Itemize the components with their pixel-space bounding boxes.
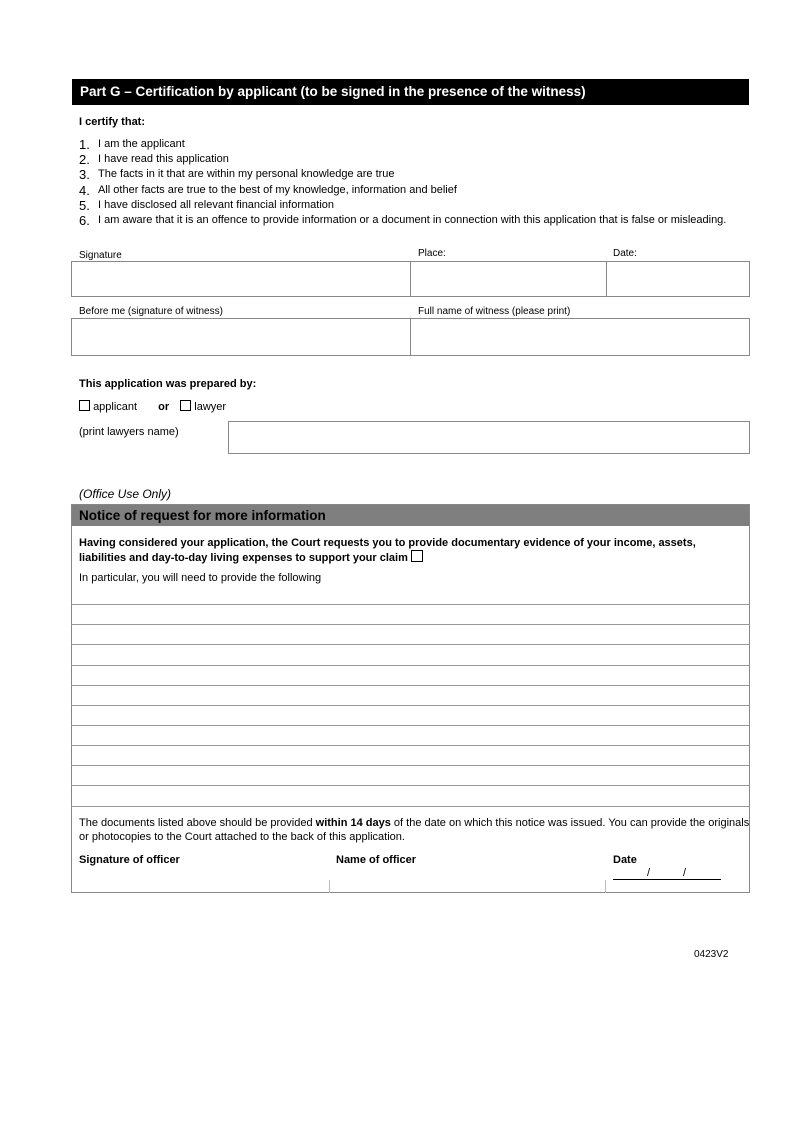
applicant-option-label: applicant <box>93 401 138 413</box>
item-number: 5. <box>79 197 90 213</box>
notice-title: Notice of request for more information <box>72 505 749 526</box>
witness-signature-label: Before me (signature of witness) <box>79 306 223 317</box>
info-line <box>71 785 750 786</box>
item-number: 4. <box>79 182 90 198</box>
info-line <box>71 644 750 645</box>
item-number: 6. <box>79 213 90 229</box>
date-separator: / <box>647 867 651 879</box>
officer-date-label: Date <box>613 854 637 866</box>
info-line <box>71 765 750 766</box>
item-number: 1. <box>79 137 90 152</box>
notice-intro <box>79 536 739 565</box>
date-label: Date: <box>613 248 637 259</box>
applicant-checkbox[interactable] <box>79 400 90 411</box>
certification-item <box>79 213 749 228</box>
officer-name-label: Name of officer <box>336 854 417 866</box>
notice-intro-text: Having considered your application, the Court requests you to provide documentary evidence of your income, assets, liabilities and day-to-day living expenses to support your claim <box>79 537 696 564</box>
item-text: I have disclosed all relevant financial information <box>98 198 335 211</box>
lawyer-checkbox[interactable] <box>180 400 191 411</box>
place-field[interactable] <box>410 261 607 297</box>
lawyer-name-field[interactable] <box>228 421 750 454</box>
witness-name-field[interactable] <box>410 318 750 356</box>
info-line <box>71 604 750 605</box>
prepared-by-label: This application was prepared by: <box>79 378 257 390</box>
info-line <box>71 725 750 726</box>
signature-label: Signature <box>79 250 122 261</box>
footer-text-end: of the date on which this notice was issued. You can provide the originals or photocopies to the Court attached to the back of this application. <box>79 817 750 843</box>
item-text: I am the applicant <box>98 138 185 150</box>
officer-signature-label: Signature of officer <box>79 854 180 866</box>
item-number: 2. <box>79 152 90 168</box>
signature-field[interactable] <box>71 261 411 297</box>
item-text: I have read this application <box>98 153 229 166</box>
officer-date-field[interactable] <box>613 879 721 880</box>
evidence-required-checkbox[interactable] <box>411 550 423 562</box>
info-line <box>71 665 750 666</box>
officer-field-divider <box>329 880 330 893</box>
or-text: or <box>158 401 170 413</box>
footer-deadline: within 14 days <box>315 817 391 829</box>
office-use-label: (Office Use Only) <box>79 487 172 501</box>
officer-signature-field[interactable] <box>80 862 320 890</box>
date-field[interactable] <box>606 261 750 297</box>
lawyer-name-label: (print lawyers name) <box>79 426 179 438</box>
certify-intro: I certify that: <box>79 116 146 128</box>
certification-item <box>79 198 749 213</box>
date-separator: / <box>683 867 687 879</box>
item-number: 3. <box>79 167 90 183</box>
notice-particular: In particular, you will need to provide the following <box>79 572 322 584</box>
form-code: 0423V2 <box>694 949 729 960</box>
witness-signature-field[interactable] <box>71 318 411 356</box>
certification-item <box>79 183 749 198</box>
certification-item <box>79 167 749 182</box>
info-line <box>71 685 750 686</box>
item-text: I am aware that it is an offence to provide information or a document in connection with this application that is false or misleading. <box>98 214 727 227</box>
item-text: All other facts are true to the best of my knowledge, information and belief <box>98 183 457 196</box>
part-g-header: Part G – Certification by applicant (to be signed in the presence of the witness) <box>72 79 749 105</box>
place-label: Place: <box>418 248 446 259</box>
info-line <box>71 705 750 706</box>
certification-item <box>79 137 749 152</box>
info-line <box>71 745 750 746</box>
notice-footer-text <box>79 816 751 844</box>
footer-text-start: The documents listed above should be provided <box>79 817 316 829</box>
info-line <box>71 624 750 625</box>
officer-field-divider <box>605 880 606 893</box>
certification-list <box>79 137 749 228</box>
item-text: The facts in it that are within my personal knowledge are true <box>98 168 395 181</box>
prepared-by-options <box>79 400 226 413</box>
certification-item <box>79 152 749 167</box>
officer-name-field[interactable] <box>336 862 598 890</box>
lawyer-option-label: lawyer <box>194 401 227 413</box>
witness-name-label: Full name of witness (please print) <box>418 306 571 317</box>
info-line <box>71 806 750 807</box>
